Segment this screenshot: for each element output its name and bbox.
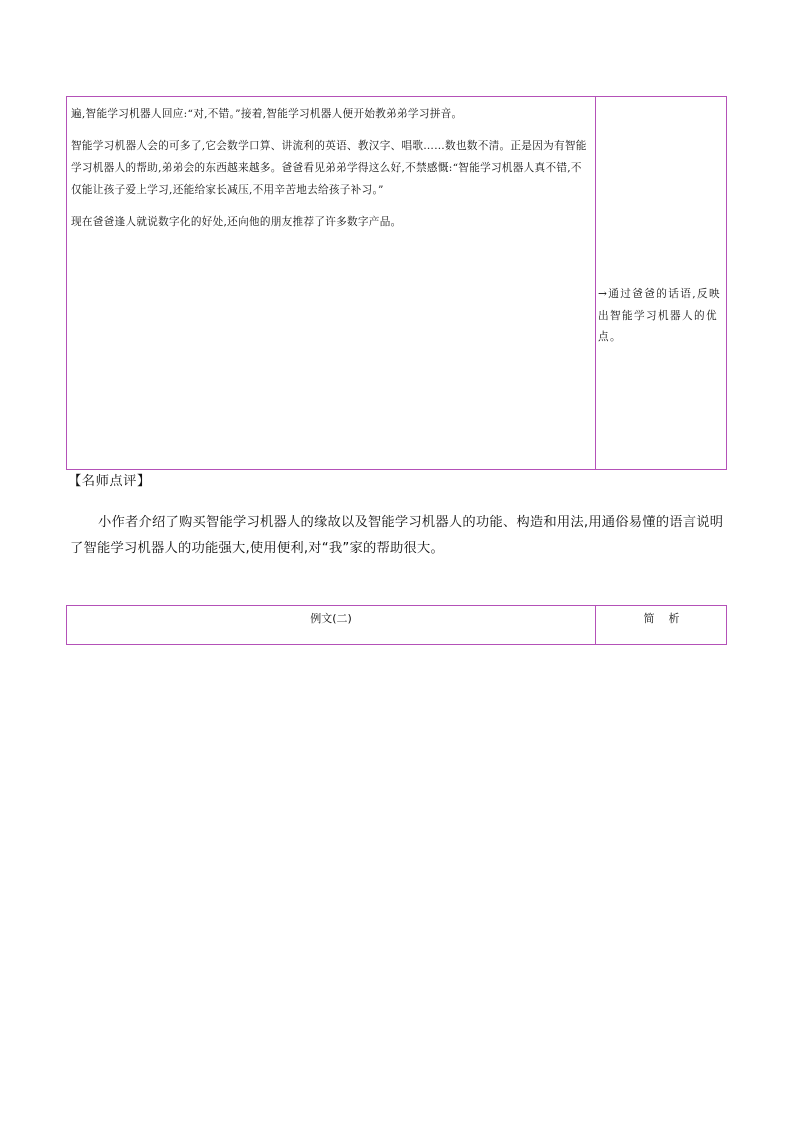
essay-paragraph-3: 现在爸爸逢人就说数字化的好处,还向他的朋友推荐了许多数字产品。 — [71, 216, 402, 228]
example-two-title: 例文(二) — [310, 612, 352, 625]
teacher-comment-heading: 【名师点评】 — [68, 474, 151, 489]
brief-analysis-title: 简析 — [643, 612, 694, 625]
teacher-comment-body: 小作者介绍了购买智能学习机器人的缘故以及智能学习机器人的功能、构造和用法,用通俗易懂的语言说明了智能学习机器人的功能强大,使用便利,对“我”家的帮助很大。 — [70, 515, 724, 556]
analysis-note: →通过爸爸的话语,反映出智能学习机器人的优点。 — [598, 288, 721, 343]
example-two-table-header — [66, 605, 727, 645]
example-essay-table — [66, 96, 727, 470]
column-divider — [595, 97, 596, 469]
essay-text-cell — [67, 97, 595, 243]
essay-paragraph-1: 遍,智能学习机器人回应:“对,不错。”接着,智能学习机器人便开始教弟弟学习拼音。 — [71, 108, 463, 120]
essay-paragraph-2: 智能学习机器人会的可多了,它会数学口算、讲流利的英语、教汉字、唱歌……数也数不清。正是因为有智能学习机器人的帮助,弟弟会的东西越来越多。爸爸看见弟弟学得这么好,不禁感慨:“智能学习机器人真不错,不仅能让孩子爱上学习,还能给家长减压,不用辛苦地去给孩子补习。” — [71, 140, 587, 196]
